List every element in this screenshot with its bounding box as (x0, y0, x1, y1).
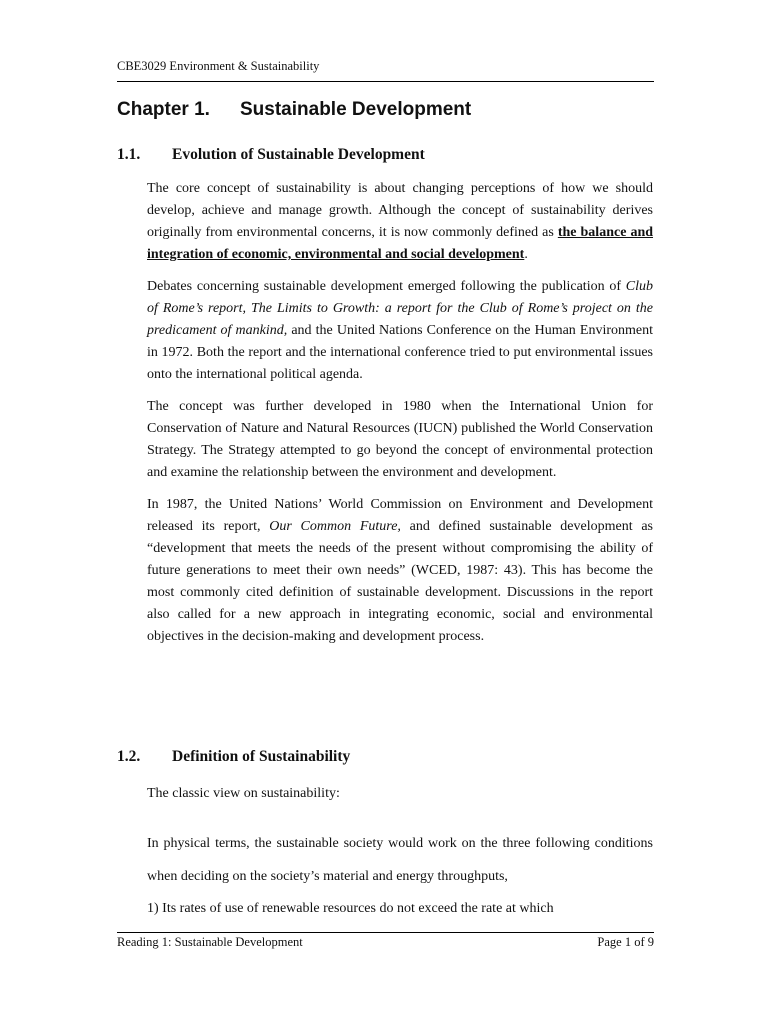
italic-report-title: Our Common Future, (269, 519, 401, 534)
paragraph-text: Debates concerning sustainable development emerged following the publication of (147, 279, 626, 294)
paragraph: In physical terms, the sustainable society would work on the three following conditions when deciding on the society’s material and energy throughputs, (147, 836, 653, 884)
section-title: Evolution of Sustainable Development (172, 146, 425, 163)
section-title: Definition of Sustainability (172, 748, 351, 765)
paragraph-text: The core concept of sustainability is about changing perceptions of how we should develop, achieve and manage growth. Although the concept of sustainability derives originally from environmental concerns, it is now commonly defined as (147, 181, 653, 240)
chapter-title-text: Sustainable Development (240, 99, 472, 120)
paragraph: The concept was further developed in 1980 when the International Union for Conservation of Nature and Natural Resources (IUCN) published the World Conservation Strategy. The Strategy attempted to go beyond the concept of environmental protection and examine the relationship between the environment and development. (147, 399, 653, 480)
footer-divider (117, 932, 654, 933)
section-1-2-body (147, 783, 653, 920)
emphasized-definition: the balance and integration of economic, environmental and social development (147, 225, 654, 262)
section-number: 1.2. (117, 748, 141, 765)
page-header: CBE3029 Environment & Sustainability (117, 59, 320, 73)
paragraph (147, 276, 653, 386)
section-1-1-body (147, 178, 653, 648)
paragraph-text: . (524, 247, 528, 262)
chapter-number: Chapter 1. (117, 99, 210, 120)
chapter-title (117, 98, 471, 122)
page-footer (117, 934, 654, 950)
section-heading-1-2 (117, 747, 350, 767)
section-number: 1.1. (117, 146, 141, 163)
paragraph (147, 494, 653, 648)
paragraph-text: and the United Nations Conference on the Human Environment in 1972. Both the report and the international conference tried to put environmental issues onto the international political agenda. (147, 323, 653, 382)
footer-reading-title: Reading 1: Sustainable Development (117, 935, 303, 949)
header-divider (117, 81, 654, 82)
list-item: 1) Its rates of use of renewable resources do not exceed the rate at which (147, 901, 554, 916)
paragraph-text: In 1987, the United Nations’ World Commission on Environment and Development released its report, (147, 497, 653, 534)
section-heading-1-1 (117, 145, 425, 165)
paragraph: The classic view on sustainability: (147, 786, 340, 801)
paragraph-text: and defined sustainable development as “development that meets the needs of the present without compromising the ability of future generations to meet their own needs” (WCED, 1987: 43). This has become the most commonly cited definition of sustainable development. Discussions in the report also called for a new approach in integrating economic, social and environmental objectives in the decision-making and development process. (147, 519, 653, 644)
italic-report-title: Club of Rome’s report, The Limits to Growth: a report for the Club of Rome’s project on the predicament of mankind, (147, 279, 653, 338)
paragraph (147, 178, 653, 266)
page-number: Page 1 of 9 (597, 935, 654, 949)
